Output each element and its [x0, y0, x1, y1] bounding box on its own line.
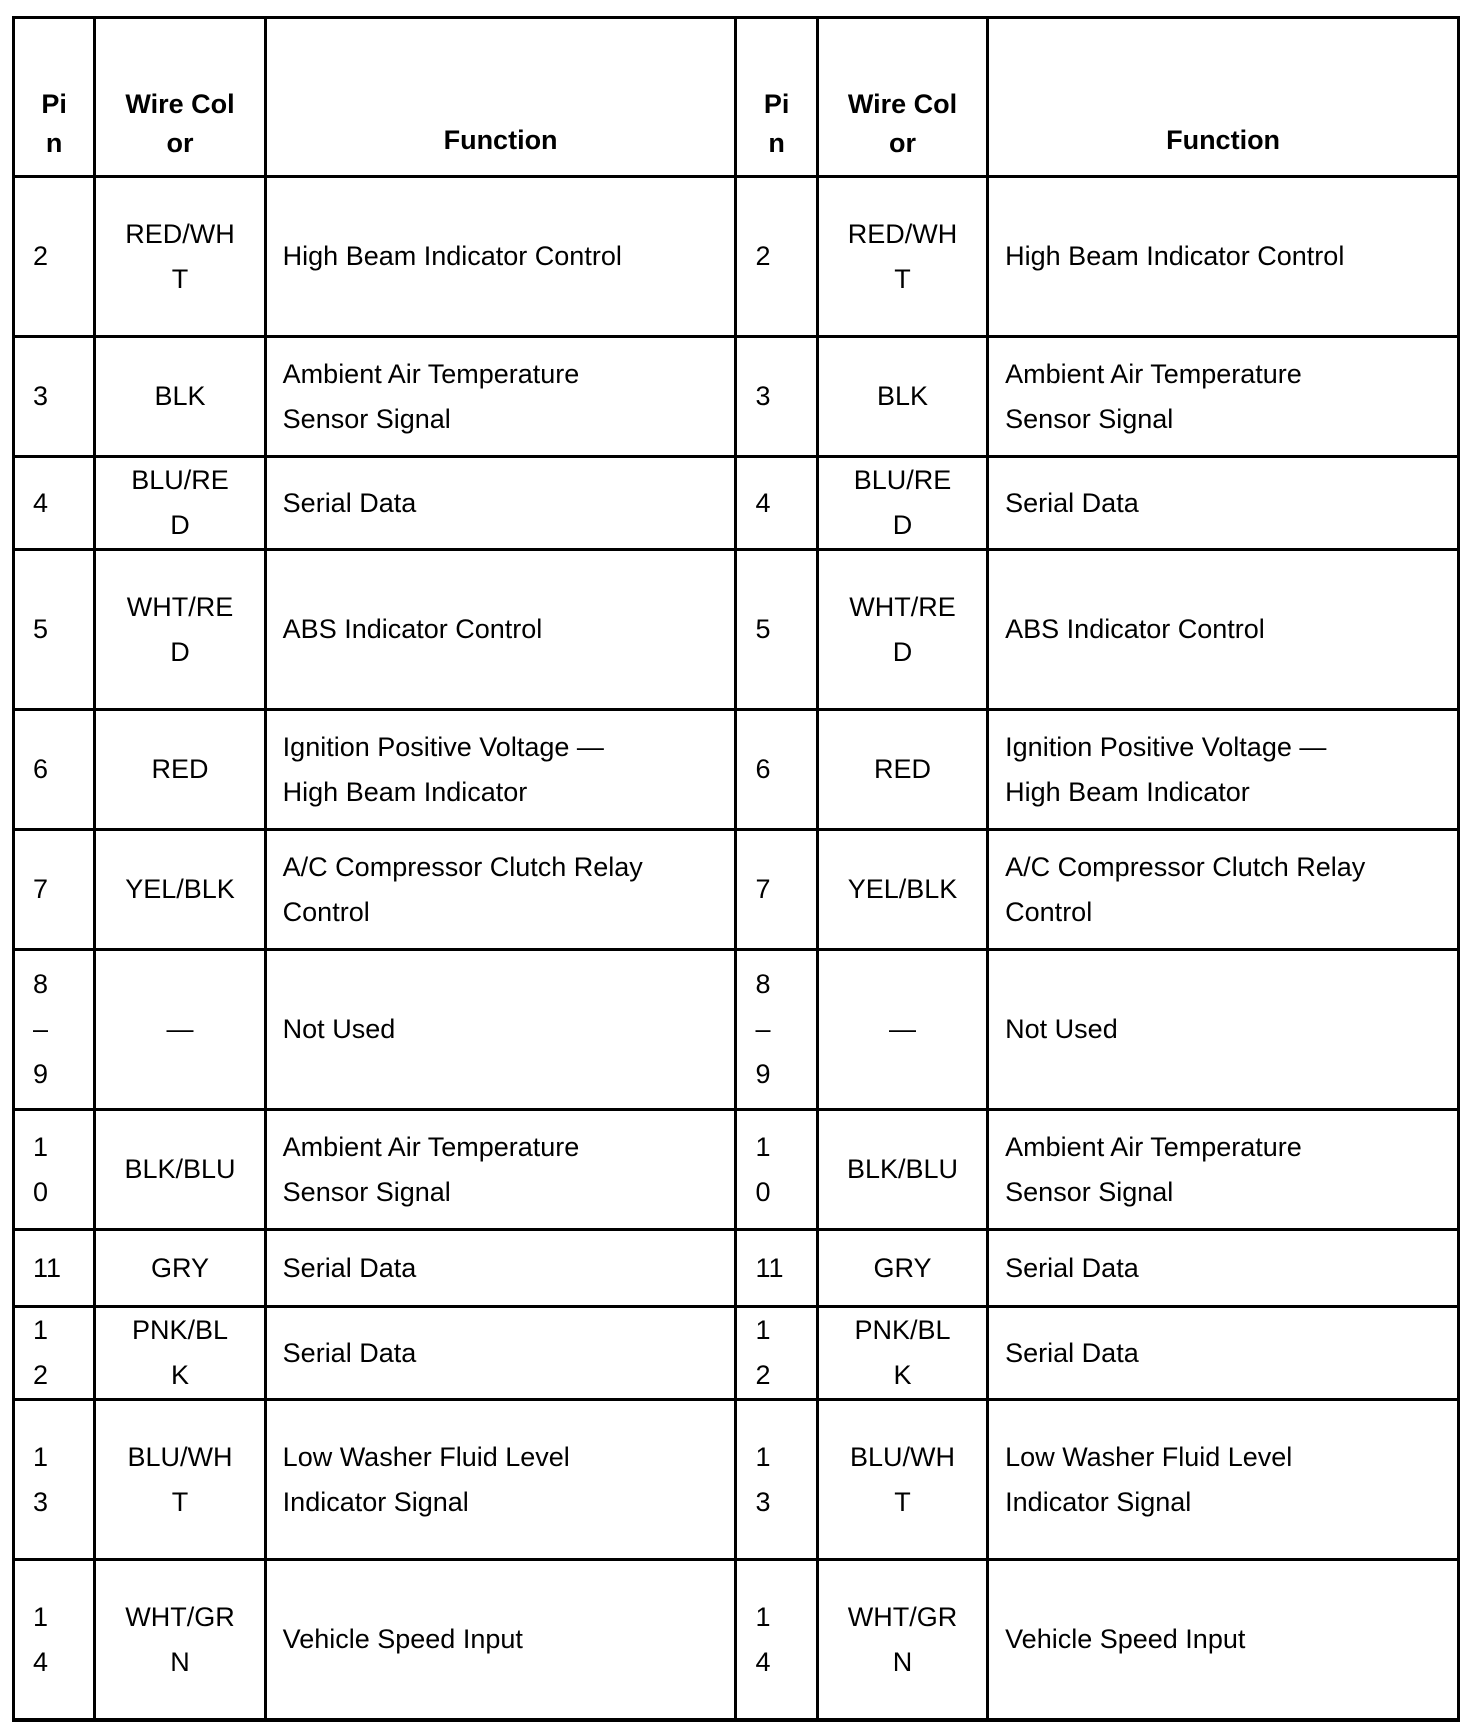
function-cell: Serial Data — [265, 1307, 736, 1400]
wire-color-cell: GRY — [817, 1230, 987, 1307]
table-row — [14, 1560, 1459, 1721]
pin-cell: 4 — [736, 457, 817, 550]
pin-cell: 14 — [14, 1560, 95, 1721]
table-row — [14, 710, 1459, 830]
table-row — [14, 337, 1459, 457]
function-cell: A/C Compressor Clutch Relay Control — [265, 830, 736, 950]
table-row — [14, 830, 1459, 950]
header-function-right: Function — [988, 18, 1459, 177]
wire-color-cell: BLU/RED — [95, 457, 265, 550]
pin-cell: 3 — [736, 337, 817, 457]
wire-color-cell: WHT/RED — [95, 550, 265, 710]
wire-color-cell: BLK — [817, 337, 987, 457]
table-row — [14, 177, 1459, 337]
table-row — [14, 950, 1459, 1110]
header-row — [14, 18, 1459, 177]
wire-color-cell: RED/WHT — [95, 177, 265, 337]
function-cell: Ignition Positive Voltage — High Beam Indicator — [265, 710, 736, 830]
pin-cell: 12 — [14, 1307, 95, 1400]
function-cell: Serial Data — [265, 1230, 736, 1307]
header-function-left: Function — [265, 18, 736, 177]
wire-color-cell: WHT/GRN — [95, 1560, 265, 1721]
function-cell: High Beam Indicator Control — [265, 177, 736, 337]
pin-cell: 7 — [14, 830, 95, 950]
pin-cell: 11 — [736, 1230, 817, 1307]
pin-cell: 5 — [736, 550, 817, 710]
pin-cell: 10 — [736, 1110, 817, 1230]
wire-color-cell: PNK/BLK — [817, 1307, 987, 1400]
function-cell: Serial Data — [988, 457, 1459, 550]
pin-cell: 10 — [14, 1110, 95, 1230]
wire-color-cell: GRY — [95, 1230, 265, 1307]
pin-cell: 8–9 — [736, 950, 817, 1110]
wire-color-cell: RED — [817, 710, 987, 830]
function-cell: Vehicle Speed Input — [265, 1560, 736, 1721]
table-row — [14, 1400, 1459, 1560]
function-cell: High Beam Indicator Control — [988, 177, 1459, 337]
wire-color-cell: YEL/BLK — [95, 830, 265, 950]
wire-color-cell: BLK/BLU — [817, 1110, 987, 1230]
function-cell: Not Used — [988, 950, 1459, 1110]
table-row — [14, 1230, 1459, 1307]
header-wire-color-left: Wire Color — [95, 18, 265, 177]
table-row — [14, 550, 1459, 710]
pin-cell: 14 — [736, 1560, 817, 1721]
table-row — [14, 1110, 1459, 1230]
wire-color-cell: BLK/BLU — [95, 1110, 265, 1230]
function-cell: Ambient Air Temperature Sensor Signal — [988, 337, 1459, 457]
wire-color-cell: — — [95, 950, 265, 1110]
function-cell: Ambient Air Temperature Sensor Signal — [265, 1110, 736, 1230]
table-row — [14, 1307, 1459, 1400]
function-cell: ABS Indicator Control — [988, 550, 1459, 710]
wire-color-cell: WHT/RED — [817, 550, 987, 710]
header-wire-color-right: Wire Color — [817, 18, 987, 177]
pin-cell: 5 — [14, 550, 95, 710]
function-cell: Not Used — [265, 950, 736, 1110]
function-cell: Low Washer Fluid Level Indicator Signal — [988, 1400, 1459, 1560]
wire-color-cell: RED/WHT — [817, 177, 987, 337]
pin-cell: 13 — [736, 1400, 817, 1560]
function-cell: Serial Data — [988, 1230, 1459, 1307]
header-pin-right: Pin — [736, 18, 817, 177]
function-cell: Low Washer Fluid Level Indicator Signal — [265, 1400, 736, 1560]
wire-color-cell: YEL/BLK — [817, 830, 987, 950]
pin-cell: 13 — [14, 1400, 95, 1560]
wire-color-cell: BLU/WHT — [817, 1400, 987, 1560]
wire-color-cell: BLU/RED — [817, 457, 987, 550]
function-cell: ABS Indicator Control — [265, 550, 736, 710]
pin-cell: 6 — [736, 710, 817, 830]
pin-cell: 3 — [14, 337, 95, 457]
function-cell: Serial Data — [265, 457, 736, 550]
pin-cell: 4 — [14, 457, 95, 550]
pin-cell: 7 — [736, 830, 817, 950]
pin-cell: 8–9 — [14, 950, 95, 1110]
pin-cell: 2 — [736, 177, 817, 337]
wire-color-cell: — — [817, 950, 987, 1110]
function-cell: Ambient Air Temperature Sensor Signal — [265, 337, 736, 457]
wire-color-cell: BLU/WHT — [95, 1400, 265, 1560]
connector-pinout-table — [12, 16, 1460, 1722]
table-row — [14, 457, 1459, 550]
pin-cell: 11 — [14, 1230, 95, 1307]
function-cell: Ambient Air Temperature Sensor Signal — [988, 1110, 1459, 1230]
wire-color-cell: RED — [95, 710, 265, 830]
wire-color-cell: WHT/GRN — [817, 1560, 987, 1721]
wire-color-cell: BLK — [95, 337, 265, 457]
function-cell: Serial Data — [988, 1307, 1459, 1400]
wire-color-cell: PNK/BLK — [95, 1307, 265, 1400]
function-cell: Vehicle Speed Input — [988, 1560, 1459, 1721]
function-cell: Ignition Positive Voltage — High Beam Indicator — [988, 710, 1459, 830]
pin-cell: 6 — [14, 710, 95, 830]
function-cell: A/C Compressor Clutch Relay Control — [988, 830, 1459, 950]
pin-cell: 12 — [736, 1307, 817, 1400]
header-pin-left: Pin — [14, 18, 95, 177]
pin-cell: 2 — [14, 177, 95, 337]
